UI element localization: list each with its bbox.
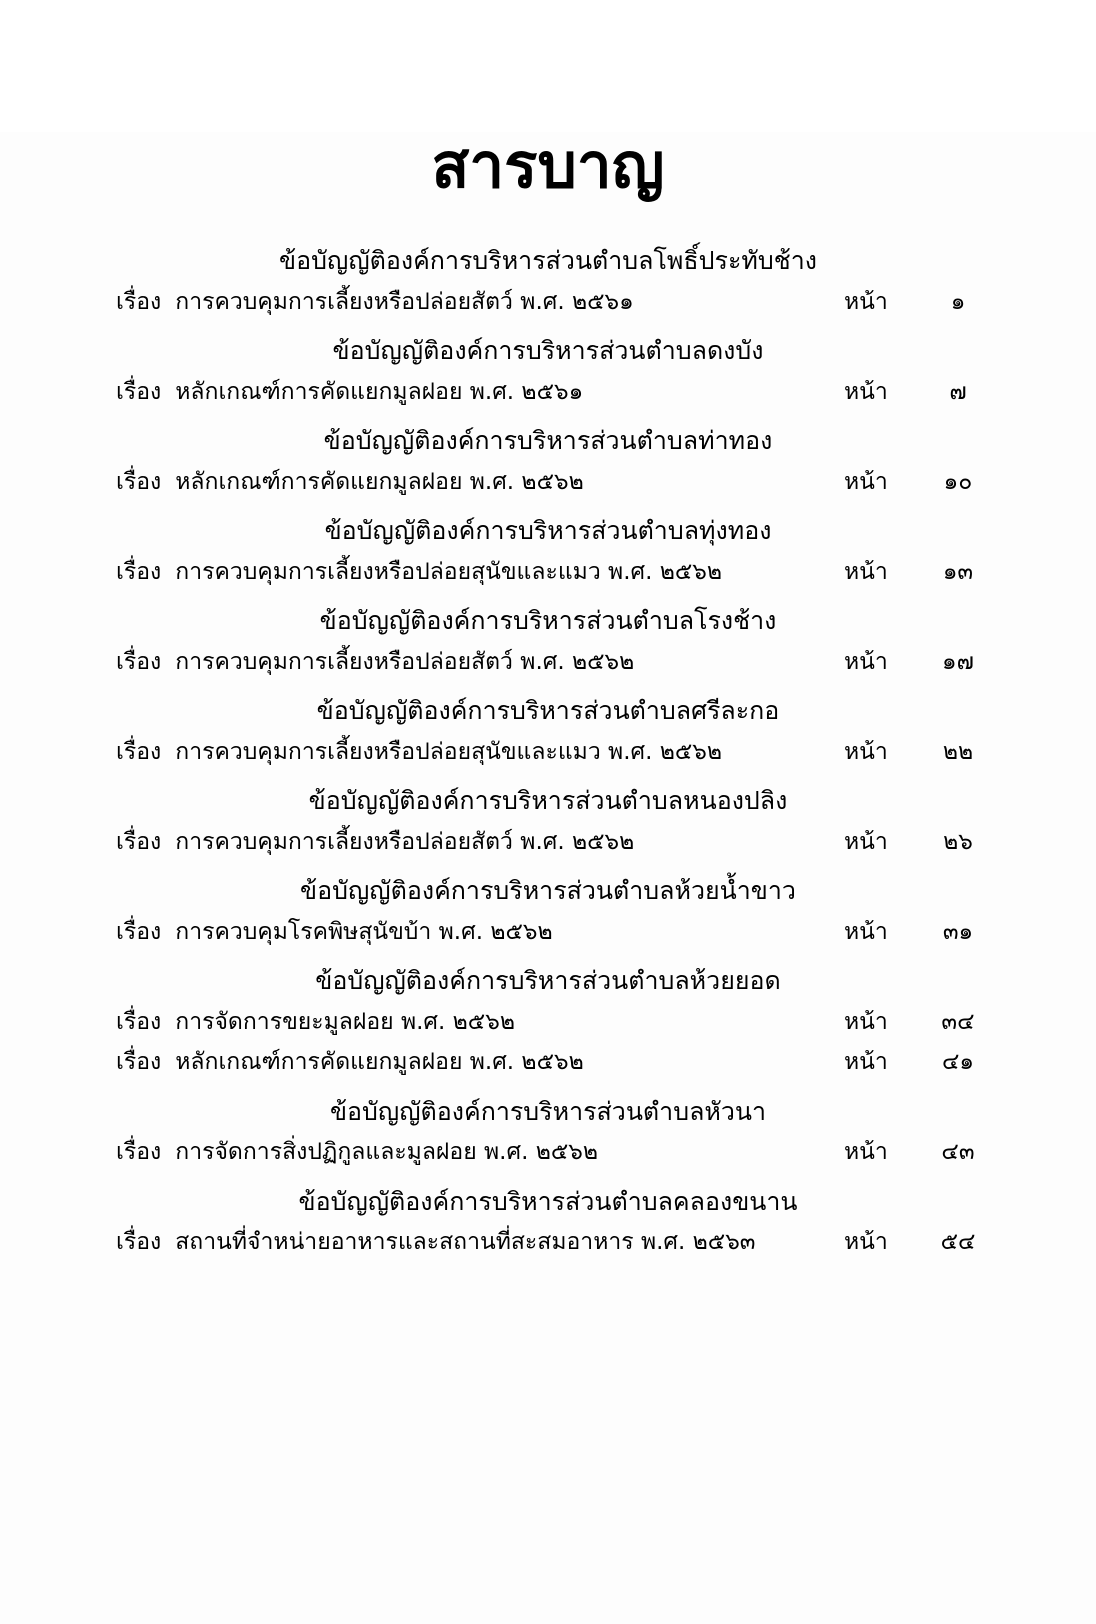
document-page (0, 129, 1096, 1624)
toc-entry-page-word: หน้า (844, 648, 888, 675)
toc-entry-subject: หลักเกณฑ์การคัดแยกมูลฝอย พ.ศ. ๒๕๖๒ (175, 1049, 584, 1076)
toc-entry-subject: การควบคุมการเลี้ยงหรือปล่อยสุนัขและแมว พ.ศ. ๒๕๖๒ (175, 738, 723, 765)
toc-entry-subject: การควบคุมการเลี้ยงหรือปล่อยสัตว์ พ.ศ. ๒๕๖๒ (175, 648, 635, 675)
toc-entry-page-word: หน้า (844, 918, 888, 945)
toc-entry-subject: การจัดการขยะมูลฝอย พ.ศ. ๒๕๖๒ (175, 1008, 515, 1035)
toc-section-heading: ข้อบัญญัติองค์การบริหารส่วนตำบลโรงช้าง (319, 606, 777, 636)
toc-entry-page-number: ๗ (949, 378, 967, 405)
toc-section-heading: ข้อบัญญัติองค์การบริหารส่วนตำบลโพธิ์ประทับช้าง (279, 246, 817, 276)
toc-entry-page-word: หน้า (844, 828, 888, 855)
toc-entry-page-number: ๓๑ (942, 918, 974, 945)
toc-entry-subject: การควบคุมการเลี้ยงหรือปล่อยสัตว์ พ.ศ. ๒๕๖๑ (175, 288, 634, 315)
toc-entry[interactable] (110, 822, 986, 863)
toc-entry-page-number: ๔๓ (941, 1139, 975, 1166)
toc-entry-label: เรื่อง (116, 648, 162, 675)
toc-entry[interactable] (110, 372, 986, 413)
toc-entry-subject: หลักเกณฑ์การคัดแยกมูลฝอย พ.ศ. ๒๕๖๑ (175, 378, 584, 405)
toc-entry-page-word: หน้า (844, 468, 888, 495)
toc-entry-label: เรื่อง (116, 828, 162, 855)
toc-entry-subject: การควบคุมการเลี้ยงหรือปล่อยสัตว์ พ.ศ. ๒๕๖๒ (175, 828, 635, 855)
toc-entry[interactable] (110, 282, 986, 323)
toc-entry-label: เรื่อง (116, 468, 162, 495)
toc-entry-subject: การจัดการสิ่งปฏิกูลและมูลฝอย พ.ศ. ๒๕๖๒ (175, 1139, 599, 1166)
toc-entry-label: เรื่อง (116, 378, 162, 405)
toc-entry[interactable] (110, 1222, 986, 1263)
toc-entry-page-number: ๑๗ (942, 648, 974, 675)
toc-section-heading: ข้อบัญญัติองค์การบริหารส่วนตำบลดงบัง (332, 336, 764, 366)
toc-entry[interactable] (110, 1042, 986, 1083)
toc-entry-page-number: ๒๒ (942, 738, 974, 765)
toc-entry-page-word: หน้า (844, 1229, 888, 1256)
page-title: สารบาญ (431, 129, 665, 202)
toc-entry[interactable] (110, 552, 986, 593)
toc-entry[interactable] (110, 912, 986, 953)
toc-entry-subject: สถานที่จำหน่ายอาหารและสถานที่สะสมอาหาร พ.ศ. ๒๕๖๓ (175, 1229, 756, 1256)
toc-entry[interactable] (110, 1002, 986, 1043)
toc-entry-page-number: ๔๑ (941, 1049, 974, 1076)
toc-entry-page-word: หน้า (844, 378, 888, 405)
toc-entry-page-number: ๒๖ (943, 828, 973, 855)
toc-section-heading: ข้อบัญญัติองค์การบริหารส่วนตำบลท่าทอง (323, 426, 773, 456)
toc-entry[interactable] (110, 732, 986, 773)
toc-section-heading: ข้อบัญญัติองค์การบริหารส่วนตำบลหัวนา (329, 1096, 767, 1126)
toc-entry-label: เรื่อง (116, 1049, 162, 1076)
toc-entry-page-number: ๕๔ (940, 1229, 976, 1256)
toc-entry-page-number: ๓๔ (941, 1008, 975, 1035)
toc-entry-page-word: หน้า (844, 1049, 888, 1076)
toc-entry[interactable] (110, 462, 986, 503)
toc-entry-page-word: หน้า (844, 288, 888, 315)
toc-entry-page-word: หน้า (844, 1139, 888, 1166)
toc-entry-label: เรื่อง (116, 738, 162, 765)
toc-entry-label: เรื่อง (116, 288, 162, 315)
toc-entry-page-number: ๑๐ (943, 468, 973, 495)
toc-entry-label: เรื่อง (116, 1229, 162, 1256)
toc-entry-label: เรื่อง (116, 558, 162, 585)
toc-entry[interactable] (110, 642, 986, 683)
toc-section-heading: ข้อบัญญัติองค์การบริหารส่วนตำบลศรีละกอ (316, 696, 780, 726)
table-of-contents (0, 242, 1096, 1263)
toc-entry-subject: หลักเกณฑ์การคัดแยกมูลฝอย พ.ศ. ๒๕๖๒ (175, 468, 584, 495)
toc-entry-page-word: หน้า (844, 558, 888, 585)
toc-entry-label: เรื่อง (116, 1139, 162, 1166)
toc-entry-page-number: ๑ (950, 288, 966, 315)
toc-entry-subject: การควบคุมการเลี้ยงหรือปล่อยสุนัขและแมว พ.ศ. ๒๕๖๒ (175, 558, 723, 585)
toc-entry-page-word: หน้า (844, 1008, 888, 1035)
toc-section-heading: ข้อบัญญัติองค์การบริหารส่วนตำบลทุ่งทอง (324, 516, 772, 546)
toc-entry-page-number: ๑๓ (942, 558, 974, 585)
toc-entry-subject: การควบคุมโรคพิษสุนัขบ้า พ.ศ. ๒๕๖๒ (175, 918, 553, 945)
toc-section-heading: ข้อบัญญัติองค์การบริหารส่วนตำบลห้วยน้ำขาว (300, 876, 796, 906)
toc-entry[interactable] (110, 1132, 986, 1173)
toc-entry-page-word: หน้า (844, 738, 888, 765)
toc-section-heading: ข้อบัญญัติองค์การบริหารส่วนตำบลคลองขนาน (298, 1186, 798, 1216)
toc-entry-label: เรื่อง (116, 1008, 162, 1035)
toc-entry-label: เรื่อง (116, 918, 162, 945)
toc-section-heading: ข้อบัญญัติองค์การบริหารส่วนตำบลห้วยยอด (315, 966, 781, 996)
toc-section-heading: ข้อบัญญัติองค์การบริหารส่วนตำบลหนองปลิง (308, 786, 788, 816)
